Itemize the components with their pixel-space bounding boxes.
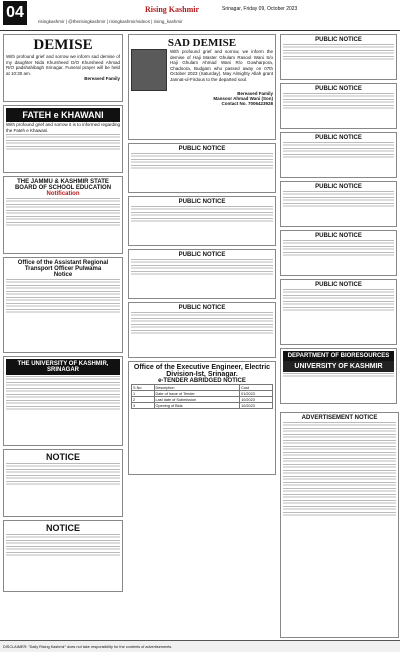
notice-2-title: NOTICE [45, 523, 80, 533]
page-number: 04 [3, 1, 27, 25]
exec-sub: e-TENDER ABRIDGED NOTICE [158, 378, 246, 384]
demise-text: With profound grief and sorrow we inform sad demise of my daughter Nida Khursheed D/O Khursheed Ahmad R/O padshahibagh Srinagar. Funeral prayer will be held at 10:30 am. [6, 54, 120, 76]
advert-title: ADVERTISEMENT NOTICE [301, 415, 378, 421]
sad-demise-title: SAD DEMISE [167, 37, 237, 49]
fateh-ad [3, 105, 123, 173]
notice-1-title: NOTICE [45, 452, 80, 462]
public-notice-r5 [280, 230, 397, 276]
public-notice-title: PUBLIC NOTICE [315, 233, 362, 239]
public-notice-title: PUBLIC NOTICE [315, 184, 362, 190]
public-notice-title: PUBLIC NOTICE [315, 86, 362, 92]
public-notice-m1 [128, 143, 276, 193]
fateh-text: With profound grief and sorrow it is to informed regarding the Fateh e Khawani. [6, 122, 120, 133]
demise-sign: Bereaved Family [84, 76, 120, 82]
public-notice-m3 [128, 249, 276, 299]
table-cell: 01/2023 [240, 391, 273, 397]
public-notice-r4 [280, 181, 397, 227]
portrait-photo [131, 49, 167, 91]
table-cell: 10/2023 [240, 403, 273, 409]
page-header [0, 0, 400, 31]
public-notice-title: PUBLIC NOTICE [178, 252, 226, 258]
table-cell: Cost [240, 385, 273, 391]
notice-1 [3, 449, 123, 517]
demise-ad [3, 34, 123, 102]
social-handles: risingkashmir | @therisingkashmir | risingkashmir/videos | rising_kashmir [38, 19, 183, 24]
sad-demise-sign: Bereaved Family [237, 91, 273, 96]
arto-sub: Notice [53, 272, 73, 278]
univ-title: THE UNIVERSITY OF KASHMIR, SRINAGAR [6, 359, 120, 375]
board-notice [3, 176, 123, 254]
demise-title: DEMISE [33, 37, 93, 53]
public-notice-title: PUBLIC NOTICE [178, 305, 226, 311]
dept-title: DEPARTMENT OF BIORESOURCES [283, 351, 394, 361]
public-notice-r1 [280, 34, 397, 80]
sad-demise-ad [128, 34, 276, 140]
table-cell: 2 [132, 397, 155, 403]
public-notice-r6 [280, 279, 397, 345]
public-notice-title: PUBLIC NOTICE [315, 37, 362, 43]
sad-demise-text: With profound grief and sorrow, we inform the demise of Haji Master Ghulam Rasool Wani S/o Haji Ghulam Ahmad Wani R/o Gowharpora, Chadoora, Budgam who passed away on 07th October 2023 (Saturday). May Almighty Allah grant Jannat-ul-Firdous to the departed soul. [170, 49, 273, 82]
public-notice-r2 [280, 83, 397, 129]
advertisement-notice [280, 412, 399, 638]
table-cell: 1 [132, 391, 155, 397]
column-right [280, 34, 397, 407]
etender-notice [128, 361, 276, 475]
university-notice [3, 356, 123, 446]
public-notice-m2 [128, 196, 276, 246]
sad-demise-contact: Contact No. 7006423928 [221, 101, 273, 106]
public-notice-title: PUBLIC NOTICE [315, 282, 362, 288]
table-cell: Description [154, 385, 240, 391]
table-cell: Last date of Submission [154, 397, 240, 403]
notice-2 [3, 520, 123, 592]
sad-demise-name: Mansoor Ahmad Wani (Son) [213, 96, 273, 101]
arto-notice [3, 257, 123, 353]
table-cell: Opening of Bids [154, 403, 240, 409]
public-notice-title: PUBLIC NOTICE [178, 199, 226, 205]
board-title: THE JAMMU & KASHMIR STATE BOARD OF SCHOOL EDUCATION [14, 179, 112, 191]
column-middle [128, 34, 276, 478]
column-left [3, 34, 123, 595]
public-notice-m4 [128, 302, 276, 358]
board-sub: Notification [46, 191, 80, 197]
fateh-title: FATEH e KHAWANI [6, 108, 120, 122]
public-notice-r3 [280, 132, 397, 178]
masthead: Rising Kashmir [145, 5, 200, 14]
table-row [132, 403, 273, 409]
table-cell: Date of Issue of Tender [154, 391, 240, 397]
table-cell: 10/2023 [240, 397, 273, 403]
arto-title: Office of the Assistant Regional Transport Officer Pulwama [17, 260, 109, 272]
dateline: Srinagar, Friday 09, October 2023 [222, 6, 298, 12]
dept-banner [280, 348, 397, 404]
disclaimer-footer: DISCLAIMER: "Daily Rising Kashmir" does not take responsibility for the contents of advertisements. [0, 640, 400, 652]
etender-table [131, 384, 273, 409]
table-cell: S.No [132, 385, 155, 391]
dept-sub: UNIVERSITY OF KASHMIR [283, 361, 394, 372]
exec-title: Office of the Executive Engineer, Electric Division-Ist, Srinagar. [133, 364, 271, 378]
public-notice-title: PUBLIC NOTICE [178, 146, 226, 152]
table-cell: 3 [132, 403, 155, 409]
public-notice-title: PUBLIC NOTICE [315, 135, 362, 141]
